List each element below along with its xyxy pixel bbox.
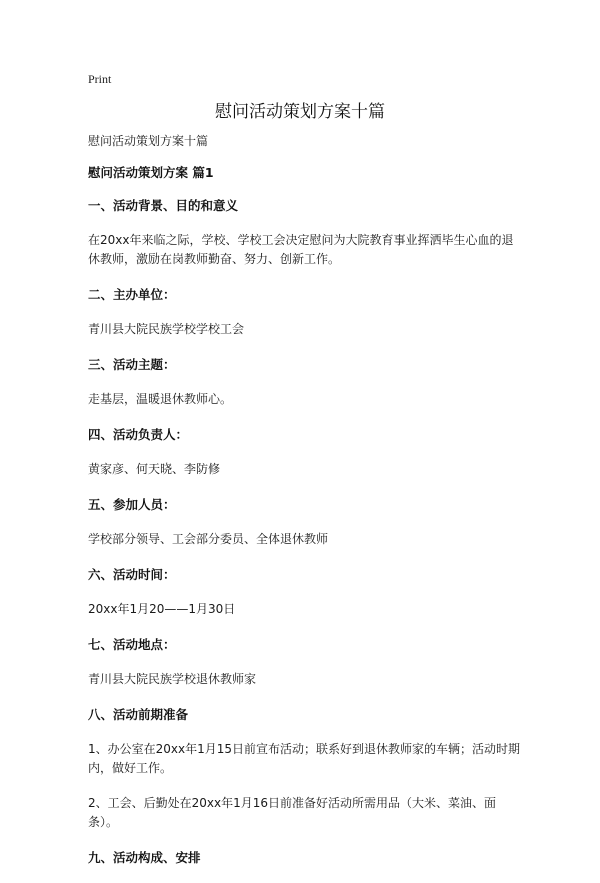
preparation-item-1: 1、办公室在20xx年1月15日前宣布活动；联系好到退休教师家的车辆；活动时期内，做好工作。 bbox=[88, 742, 521, 775]
section-text-participants: 学校部分领导、工会部分委员、全体退休教师 bbox=[88, 532, 329, 546]
section-heading-participants: 五、参加人员： bbox=[88, 497, 176, 512]
section-text-background: 在20xx年来临之际，学校、学校工会决定慰问为大院教育事业挥洒毕生心血的退休教师，激励在岗教师勤奋、努力、创新工作。 bbox=[88, 233, 514, 266]
document-subtitle: 慰问活动策划方案十篇 bbox=[88, 134, 209, 148]
section-heading-time: 六、活动时间： bbox=[88, 567, 176, 582]
print-link[interactable]: Print bbox=[88, 72, 112, 86]
section-heading-organizer: 二、主办单位： bbox=[88, 287, 176, 302]
section-text-leaders: 黄家彦、何天晓、李防修 bbox=[88, 462, 221, 476]
section-heading-location: 七、活动地点： bbox=[88, 637, 176, 652]
document-body bbox=[88, 132, 520, 883]
section-heading-background: 一、活动背景、目的和意义 bbox=[88, 198, 239, 213]
page-title: 慰问活动策划方案十篇 bbox=[215, 102, 385, 122]
section-text-organizer: 青川县大院民族学校学校工会 bbox=[88, 322, 245, 336]
preparation-item-2: 2、工会、后勤处在20xx年1月16日前准备好活动所需用品（大米、菜油、面条）。 bbox=[88, 796, 497, 829]
section-text-location: 青川县大院民族学校退休教师家 bbox=[88, 672, 257, 686]
section-heading-theme: 三、活动主题： bbox=[88, 357, 176, 372]
section-heading-arrangement: 九、活动构成、安排 bbox=[88, 850, 201, 865]
section-text-time: 20xx年1月20——1月30日 bbox=[88, 602, 236, 616]
section-heading-leaders: 四、活动负责人： bbox=[88, 427, 189, 442]
chapter-heading: 慰问活动策划方案 篇1 bbox=[88, 165, 214, 180]
section-heading-preparation: 八、活动前期准备 bbox=[88, 707, 189, 722]
section-text-theme: 走基层，温暖退休教师心。 bbox=[88, 392, 233, 406]
